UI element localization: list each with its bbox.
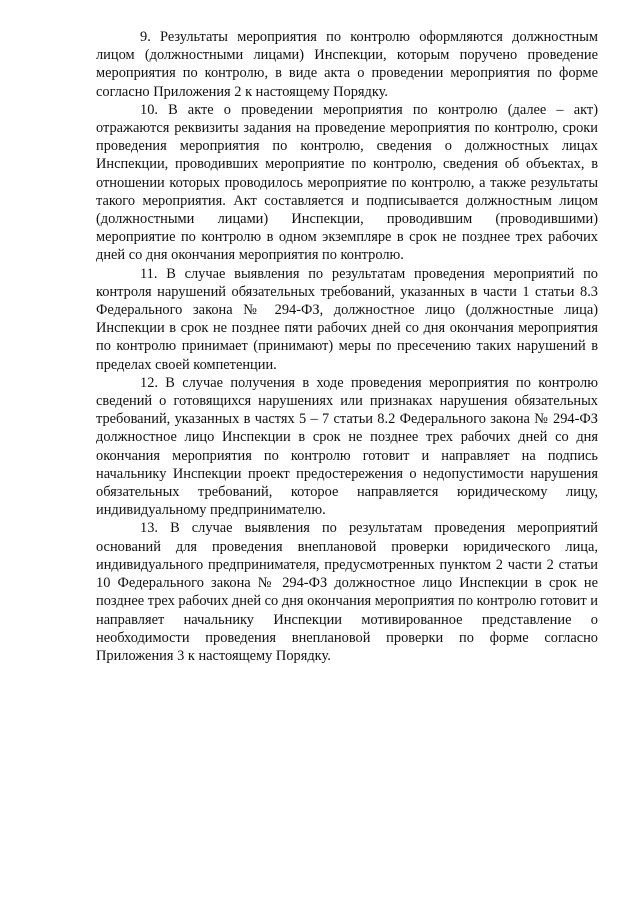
paragraph-11: 11. В случае выявления по результатам проведения мероприятий по контроля нарушений обязательных требований, указанных в части 1 статьи 8.3 Федерального закона № 294-ФЗ, должностное лицо (должностные лица) Инспекции в срок не позднее пяти рабочих дней со дня окончания мероприятия по контролю принимает (принимают) меры по пресечению таких нарушений в пределах своей компетенции.	[96, 265, 598, 373]
paragraph-10: 10. В акте о проведении мероприятия по контролю (далее – акт) отражаются реквизиты задания на проведение мероприятия по контролю, сроки проведения мероприятия по контролю, сведения о должностных лицах Инспекции, проводивших мероприятие по контролю, сведения об объектах, в отношении которых проводилось мероприятие по контролю, а также результаты такого мероприятия. Акт составляется и подписывается должностным лицом (должностными лицами) Инспекции, проводившим (проводившими) мероприятие по контролю в одном экземпляре в срок не позднее трех рабочих дней со дня окончания мероприятия по контролю.	[96, 101, 598, 264]
paragraph-12: 12. В случае получения в ходе проведения мероприятия по контролю сведений о готовящихся нарушениях или признаках нарушения обязательных требований, указанных в частях 5 – 7 статьи 8.2 Федерального закона № 294-ФЗ должностное лицо Инспекции в срок не позднее трех рабочих дней со дня окончания мероприятия по контролю готовит и направляет на подпись начальнику Инспекции проект предостережения о недопустимости нарушения обязательных требований, которое направляется юридическому лицу, индивидуальному предпринимателю.	[96, 374, 598, 519]
document-body	[96, 28, 598, 665]
paragraph-9: 9. Результаты мероприятия по контролю оформляются должностным лицом (должностными лицами) Инспекции, которым поручено проведение мероприятия по контролю, в виде акта о проведении мероприятия по форме согласно Приложения 2 к настоящему Порядку.	[96, 29, 598, 100]
paragraph-13: 13. В случае выявления по результатам проведения мероприятий оснований для проведения внеплановой проверки юридического лица, индивидуального предпринимателя, предусмотренных пунктом 2 части 2 статьи 10 Федерального закона № 294-ФЗ должностное лицо Инспекции в срок не позднее трех рабочих дней со дня окончания мероприятия по контролю готовит и направляет начальнику Инспекции мотивированное представление о необходимости проведения внеплановой проверки по форме согласно Приложения 3 к настоящему Порядку.	[96, 520, 598, 664]
